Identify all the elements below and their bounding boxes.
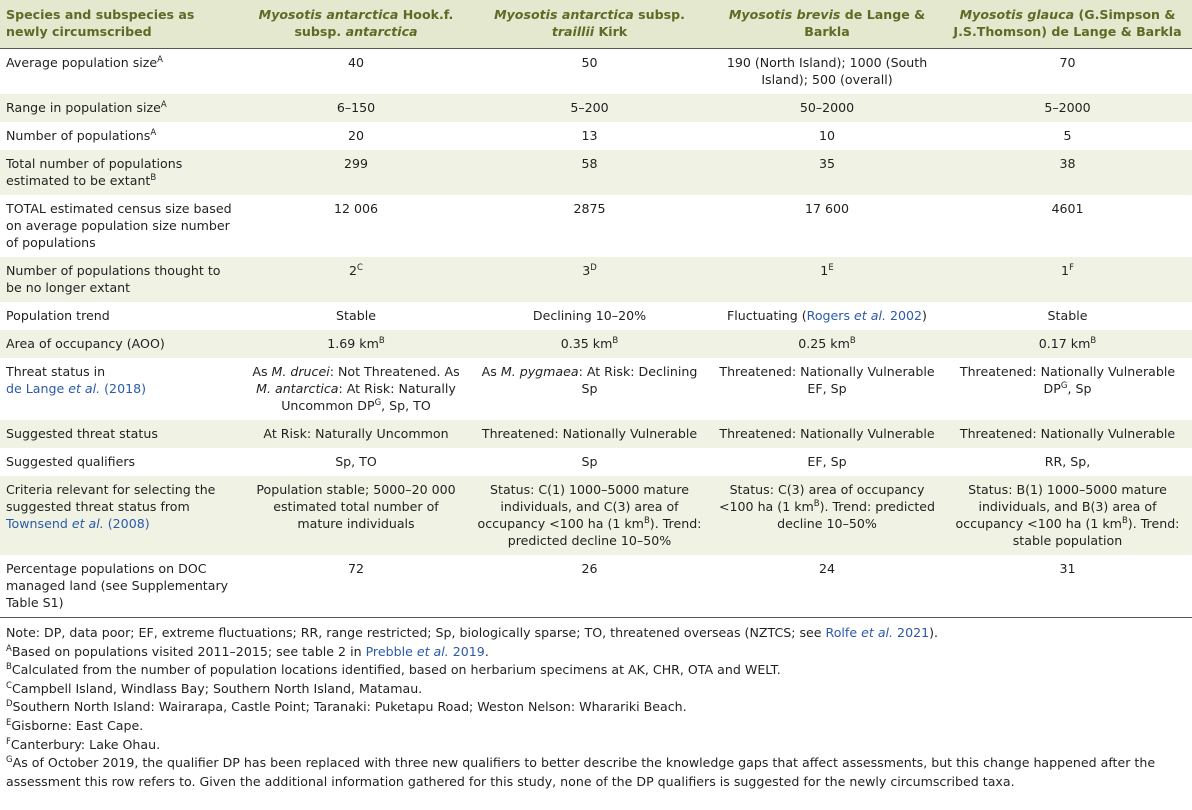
- citation-link[interactable]: Prebble et al. 2019: [365, 643, 485, 659]
- header-antarctica-antarctica: Myosotis antarctica Hook.f. subsp. antarctica: [244, 0, 468, 49]
- footnote-f: $^F$Canterbury: Lake Ohau.: [6, 736, 161, 752]
- header-glauca: Myosotis glauca (G.Simpson & J.S.Thomson) de Lange & Barkla: [943, 0, 1192, 49]
- table-cell: Status: C(1) 1000–5000 mature individuals, and C(3) area of occupancy <100 ha (1 $km^B$). Trend: predicted decline 10–50%: [468, 476, 711, 555]
- row-label: Number of populations thought to be no longer extant: [0, 257, 244, 302]
- table-row: [0, 330, 1192, 358]
- table-cell: 70: [1059, 55, 1076, 70]
- table-cell: 13: [581, 128, 598, 143]
- table-cell: Population stable; 5000–20 000 estimated total number of mature individuals: [244, 476, 468, 555]
- table-header-row: [0, 0, 1192, 49]
- table-cell: Declining 10–20%: [532, 308, 647, 323]
- citation-link[interactable]: Townsend et al. (2008): [6, 516, 150, 531]
- table-cell: 0.17 $km^B$: [943, 330, 1192, 358]
- table-cell: 5–2000: [943, 94, 1192, 122]
- citation-link[interactable]: Rolfe et al. 2021: [825, 625, 930, 640]
- table-cell: Threatened: Nationally Vulnerable: [711, 420, 943, 448]
- table-cell: As M. drucei: Not Threatened. As M. antarctica: At Risk: Naturally Uncommon $DP^G$, Sp, TO: [252, 364, 460, 413]
- table-cell: 1.69 $km^B$: [244, 330, 468, 358]
- table-cell: Fluctuating (Rogers et al. 2002): [727, 308, 927, 323]
- row-label: Range in population size$^A$: [0, 94, 244, 122]
- footnote-c: $^C$Campbell Island, Windlass Bay; Southern North Island, Matamau.: [6, 680, 423, 696]
- row-label: TOTAL estimated census size based on average population size number of populations: [6, 201, 232, 250]
- table-cell: 190 (North Island); 1000 (South Island); 500 (overall): [726, 55, 928, 87]
- footnote-b: $^B$Calculated from the number of population locations identified, based on herbarium specimens at AK, CHR, OTA and WELT.: [6, 662, 781, 678]
- row-label: Number of populations$^A$: [6, 127, 157, 143]
- table-cell: Threatened: Nationally Vulnerable $DP^G$, Sp: [959, 364, 1176, 396]
- citation-link[interactable]: Rogers et al. 2002: [806, 308, 923, 323]
- table-cell: Threatened: Nationally Vulnerable EF, Sp: [719, 364, 935, 396]
- table-cell: Threatened: Nationally Vulnerable: [468, 420, 711, 448]
- footnote-e: $^E$Gisborne: East Cape.: [6, 717, 144, 733]
- table-cell: 50–2000: [711, 94, 943, 122]
- table-cell: 2875: [573, 201, 606, 216]
- table-cell: 40: [347, 55, 365, 70]
- table-row: [0, 257, 1192, 302]
- table-cell: EF, Sp: [807, 454, 847, 469]
- row-label: Average population size$^A$: [6, 54, 163, 70]
- table-row: [0, 195, 1192, 257]
- table-cell: 50: [581, 55, 598, 70]
- table-cell: $2^C$: [244, 257, 468, 302]
- row-label: Population trend: [6, 308, 110, 323]
- row-label: Threat status in de Lange et al. (2018): [6, 364, 147, 396]
- row-label: Suggested threat status: [0, 420, 244, 448]
- header-antarctica-traillii: Myosotis antarctica subsp. traillii Kirk: [468, 0, 711, 49]
- table-footnotes: [0, 618, 1192, 791]
- table-cell: 26: [468, 555, 711, 618]
- table-cell: 0.25 $km^B$: [711, 330, 943, 358]
- header-taxon: Species and subspecies as newly circumscribed: [0, 0, 244, 49]
- table-row: [0, 94, 1192, 122]
- footnote-d: $^D$Southern North Island: Wairarapa, Castle Point; Taranaki: Puketapu Road; Weston Nelson: Wharariki Beach.: [6, 699, 687, 715]
- table-cell: $3^D$: [468, 257, 711, 302]
- table-row: [0, 476, 1192, 555]
- row-label: Area of occupancy (AOO): [0, 330, 244, 358]
- table-cell: 72: [244, 555, 468, 618]
- table-cell: Stable: [1047, 308, 1088, 323]
- row-label: Percentage populations on DOC managed land (see Supplementary Table S1): [0, 555, 244, 618]
- footnote-g: $^G$As of October 2019, the qualifier DP has been replaced with three new qualifiers to better describe the knowledge gaps that affect assessments, but this change happened after the assessment this row refers to. Given the additional information gathered for this study, none of the DP qualifiers is suggested for the newly circumscribed taxa.: [6, 754, 1156, 789]
- table-cell: Status: B(1) 1000–5000 mature individuals, and B(3) area of occupancy <100 ha (1 $km^B$). Trend: stable population: [943, 476, 1192, 555]
- table-cell: As M. pygmaea: At Risk: Declining Sp: [481, 364, 698, 396]
- table-row: [0, 302, 1192, 330]
- table-cell: 35: [711, 150, 943, 195]
- table-cell: $1^E$: [711, 257, 943, 302]
- table-cell: 0.35 $km^B$: [468, 330, 711, 358]
- table-cell: 58: [468, 150, 711, 195]
- table-cell: 38: [943, 150, 1192, 195]
- row-label: Total number of populations estimated to be extant$^B$: [0, 150, 244, 195]
- citation-link[interactable]: de Lange et al. (2018): [6, 381, 147, 396]
- table-cell: 5–200: [468, 94, 711, 122]
- table-cell: 17 600: [804, 201, 850, 216]
- table-row: [0, 49, 1192, 95]
- table-cell: 31: [943, 555, 1192, 618]
- table-cell: 24: [711, 555, 943, 618]
- table-cell: 6–150: [244, 94, 468, 122]
- footnote-abbreviations: Note: DP, data poor; EF, extreme fluctuations; RR, range restricted; Sp, biologically sparse; TO, threatened overseas (NZTCS; see Rolfe et al. 2021).: [6, 625, 939, 640]
- table-cell: RR, Sp,: [1044, 454, 1091, 469]
- row-label: Criteria relevant for selecting the suggested threat status from Townsend et al. (2008): [0, 476, 244, 555]
- table-cell: 299: [244, 150, 468, 195]
- table-row: [0, 150, 1192, 195]
- table-row: [0, 358, 1192, 420]
- table-cell: At Risk: Naturally Uncommon: [244, 420, 468, 448]
- table-cell: Status: C(3) area of occupancy <100 ha (1 $km^B$). Trend: predicted decline 10–50%: [711, 476, 943, 555]
- table-cell: Threatened: Nationally Vulnerable: [943, 420, 1192, 448]
- table-cell: Sp: [581, 454, 598, 469]
- table-row: [0, 122, 1192, 150]
- table-cell: Sp, TO: [335, 454, 377, 469]
- footnote-a: $^A$Based on populations visited 2011–2015; see table 2 in Prebble et al. 2019.: [6, 643, 489, 659]
- table-row: [0, 555, 1192, 618]
- table-cell: $1^F$: [943, 257, 1192, 302]
- row-label: Suggested qualifiers: [6, 454, 136, 469]
- header-brevis: Myosotis brevis de Lange & Barkla: [711, 0, 943, 49]
- table-cell: 10: [818, 128, 836, 143]
- table-cell: 12 006: [333, 201, 379, 216]
- table-cell: 20: [347, 128, 365, 143]
- table-row: [0, 420, 1192, 448]
- table-cell: 5: [1063, 128, 1072, 143]
- table-row: [0, 448, 1192, 476]
- table-cell: 4601: [1051, 201, 1084, 216]
- table-cell: Stable: [336, 308, 376, 323]
